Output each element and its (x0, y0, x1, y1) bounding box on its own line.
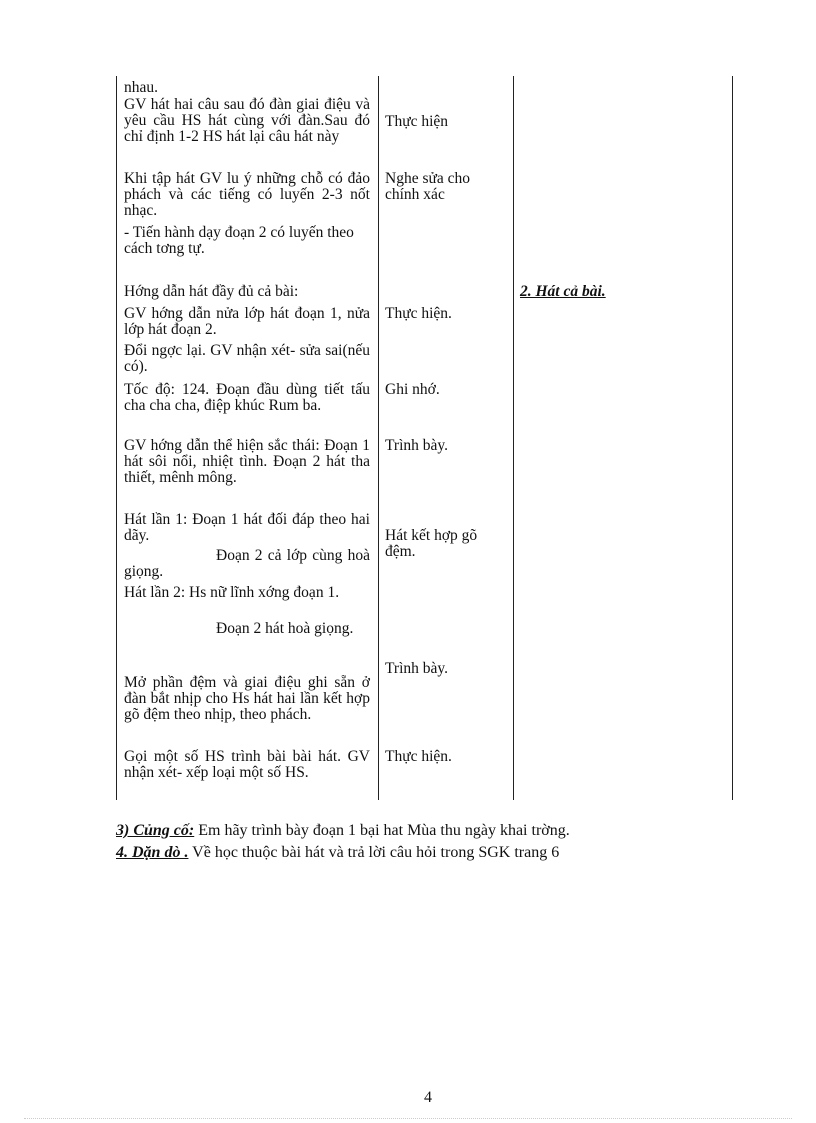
activity-text (124, 343, 370, 375)
content-cell (520, 284, 725, 300)
activity-paragraph: - Tiến hành dạy đoạn 2 có luyến theo cách tơng tự. (124, 224, 354, 257)
student-activity (385, 382, 507, 398)
activity-text (124, 585, 370, 601)
table-divider-2 (513, 76, 514, 800)
activity-paragraph: Hát lần 2: Hs nữ lĩnh xớng đoạn 1. (124, 584, 340, 601)
consolidation-line (116, 822, 570, 840)
activity-heading: Hớng dẫn hát đầy đủ cả bài: (124, 283, 299, 300)
activity-text (124, 621, 370, 637)
activity-paragraph: Đổi ngợc lại. GV nhận xét- sửa sai(nếu có). (124, 342, 370, 375)
student-activity (385, 438, 507, 454)
page-number: 4 (424, 1089, 432, 1106)
student-activity-text: Thực hiện (385, 113, 449, 130)
activity-paragraph: GV hớng dẫn nửa lớp hát đoạn 1, nửa lớp hát đoạn 2. (124, 305, 370, 338)
activity-paragraph: Gọi một số HS trình bài bài hát. GV nhận xét- xếp loại một số HS. (124, 748, 370, 781)
student-activity-text: Trình bày. (385, 660, 449, 677)
activity-text (124, 438, 370, 486)
table-border-right (732, 76, 733, 800)
consolidation-label: 3) Củng cố: (116, 822, 195, 839)
student-activity (385, 171, 507, 203)
homework-text: Về học thuộc bài hát và trả lời câu hỏi trong SGK trang 6 (188, 844, 560, 861)
activity-text (124, 225, 370, 257)
table-border-left (116, 76, 117, 800)
activity-text (124, 749, 370, 781)
student-activity (385, 306, 507, 322)
activity-paragraph: Đoạn 2 cả lớp cùng hoà giọng. (124, 547, 370, 580)
activity-text (124, 171, 370, 219)
activity-text (124, 284, 370, 300)
activity-paragraph: Tốc độ: 124. Đoạn đầu dùng tiết tấu cha cha cha, điệp khúc Rum ba. (124, 381, 370, 414)
activity-paragraph: GV hớng dẫn thể hiện sắc thái: Đoạn 1 hát sôi nổi, nhiệt tình. Đoạn 2 hát tha thiết, mênh mông. (124, 437, 370, 486)
student-activity-text: Nghe sửa cho chính xác (385, 170, 471, 203)
page-bottom-border (24, 1118, 792, 1119)
activity-paragraph: Khi tập hát GV lu ý những chỗ có đảo phách và các tiếng có luyến 2-3 nốt nhạc. (124, 170, 370, 219)
activity-paragraph: Đoạn 2 hát hoà giọng. (216, 620, 354, 637)
section-heading: 2. Hát cả bài. (520, 283, 606, 300)
activity-paragraph: Mở phần đệm và giai điệu ghi sẵn ở đàn bắt nhịp cho Hs hát hai lần kết hợp gõ đệm theo nhịp, theo phách. (124, 674, 370, 723)
activity-text (124, 512, 370, 544)
student-activity (385, 661, 507, 677)
student-activity (385, 749, 507, 765)
student-activity (385, 528, 507, 560)
consolidation-text: Em hãy trình bày đoạn 1 bại hat Mùa thu ngày khai trờng. (194, 822, 570, 839)
activity-text (124, 382, 370, 414)
activity-text (124, 97, 370, 145)
student-activity-text: Ghi nhớ. (385, 381, 440, 398)
student-activity-text: Thực hiện. (385, 748, 452, 765)
student-activity-text: Thực hiện. (385, 305, 452, 322)
student-activity-text: Trình bày. (385, 437, 449, 454)
activity-text (124, 80, 370, 96)
homework-label: 4. Dặn dò . (116, 844, 189, 861)
student-activity-text: Hát kết hợp gõ đệm. (385, 527, 478, 560)
activity-paragraph: Hát lần 1: Đoạn 1 hát đối đáp theo hai dãy. (124, 511, 370, 544)
student-activity (385, 114, 507, 130)
activity-text (124, 548, 370, 580)
activity-text (124, 306, 370, 338)
activity-line: nhau. (124, 79, 159, 96)
activity-text (124, 675, 370, 723)
activity-paragraph: GV hát hai câu sau đó đàn giai điệu và yêu cầu HS hát cùng với đàn.Sau đó chỉ định 1-2 HS hát lại câu hát này (124, 96, 370, 145)
table-divider-1 (378, 76, 379, 800)
homework-line (116, 844, 559, 862)
